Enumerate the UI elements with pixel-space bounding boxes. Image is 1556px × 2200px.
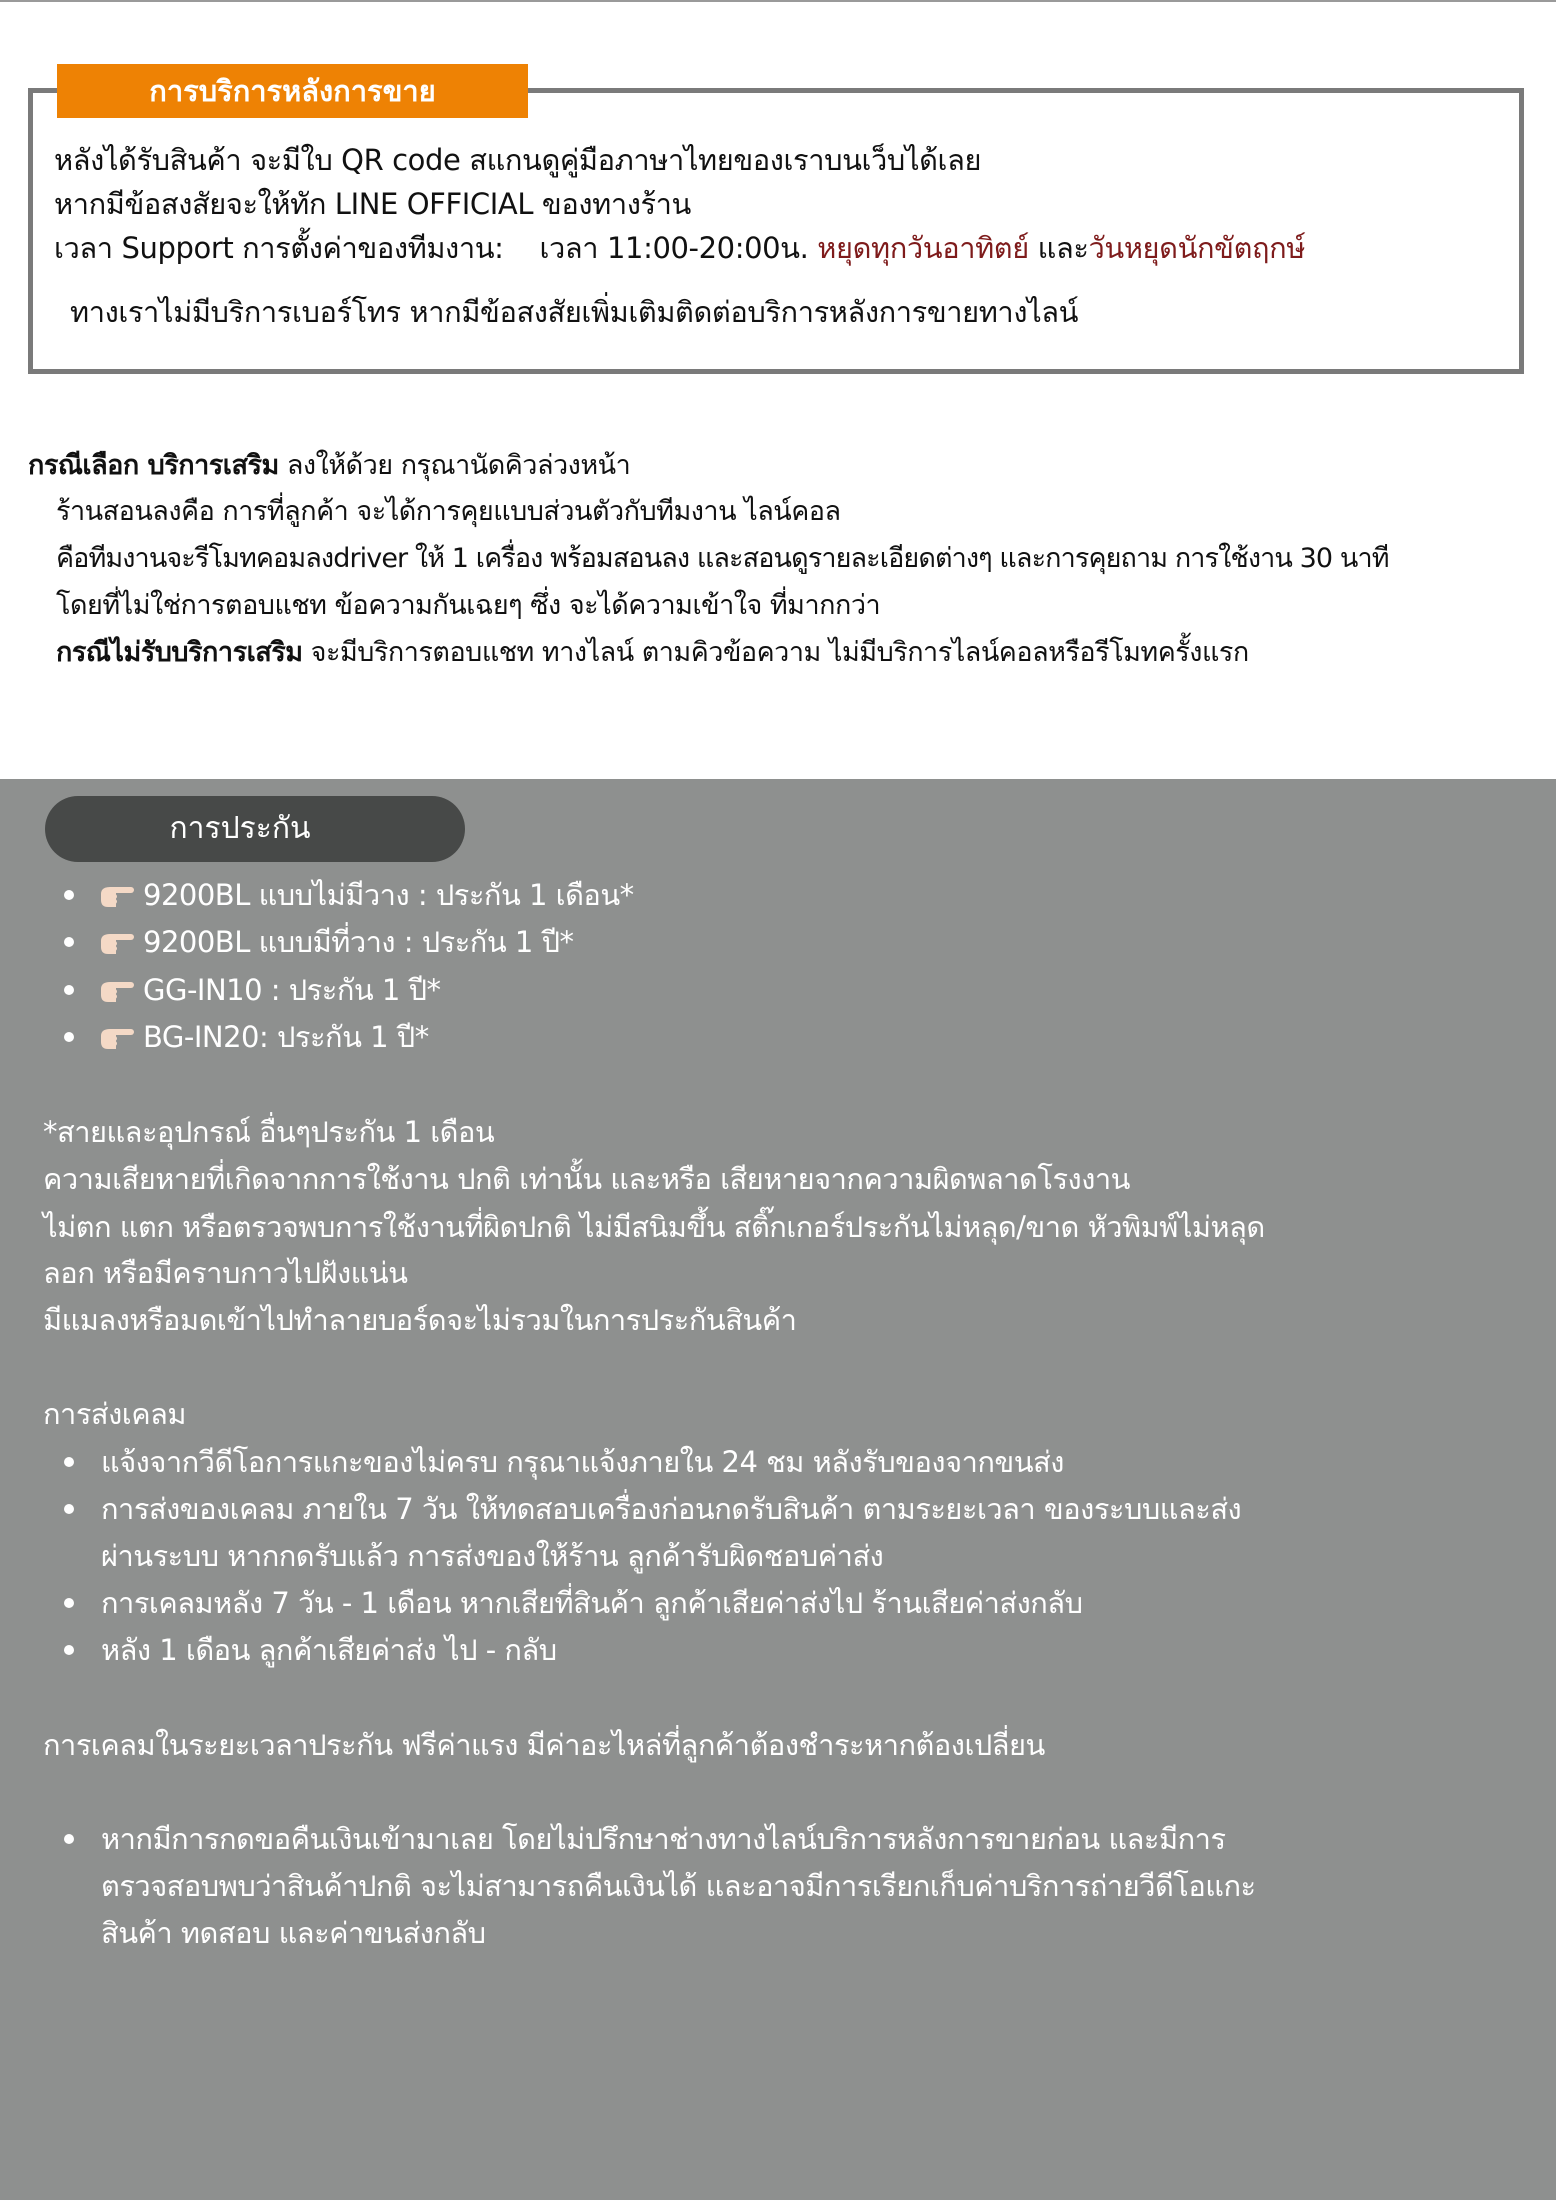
claim-item-2: การส่งของเคลม ภายใน 7 วัน ให้ทดสอบเครื่องก่อนกดรับสินค้า ตามระยะเวลา ของระบบและส่ง xyxy=(101,1492,1242,1526)
no-optional-service-text: จะมีบริการตอบแชท ทางไลน์ ตามคิวข้อความ ไม่มีบริการไลน์คอลหรือรีโมทครั้งแรก xyxy=(302,637,1249,668)
bullet xyxy=(64,1504,74,1514)
warranty-item: BG-IN20: ประกัน 1 ปี* xyxy=(143,1020,429,1054)
after-sales-line-4: ทางเราไม่มีบริการเบอร์โทร หากมีข้อสงสัยเพิ่มเติมติดต่อบริการหลังการขายทางไลน์ xyxy=(70,295,1079,329)
top-divider xyxy=(0,0,1556,2)
optional-service-line-2: ร้านสอนลงคือ การที่ลูกค้า จะได้การคุยแบบส่วนตัวกับทีมงาน ไลน์คอล xyxy=(56,496,841,527)
bullet xyxy=(64,937,74,947)
support-hours: เวลา 11:00-20:00น. xyxy=(539,231,809,265)
after-sales-line-1: หลังได้รับสินค้า จะมีใบ QR code สแกนดูคู่มือภาษาไทยของเราบนเว็บได้เลย xyxy=(54,143,982,177)
refund-line-1: หากมีการกดขอคืนเงินเข้ามาเลย โดยไม่ปรึกษาช่างทางไลน์บริการหลังการขายก่อน และมีการ xyxy=(101,1822,1226,1856)
claim-item-1: แจ้งจากวีดีโอการแกะของไม่ครบ กรุณาแจ้งภายใน 24 ชม หลังรับของจากขนส่ง xyxy=(101,1445,1064,1479)
bullet xyxy=(64,890,74,900)
claim-item-2-cont: ผ่านระบบ หากกดรับแล้ว การส่งของให้ร้าน ลูกค้ารับผิดชอบค่าส่ง xyxy=(101,1539,884,1573)
bullet xyxy=(64,1645,74,1655)
optional-service-line-1 xyxy=(28,446,630,486)
claim-item-3: การเคลมหลัง 7 วัน - 1 เดือน หากเสียที่สินค้า ลูกค้าเสียค่าส่งไป ร้านเสียค่าส่งกลับ xyxy=(101,1586,1083,1620)
warranty-item: 9200BL แบบมีที่วาง : ประกัน 1 ปี* xyxy=(143,925,574,959)
refund-line-2: ตรวจสอบพบว่าสินค้าปกติ จะไม่สามารถคืนเงินได้ และอาจมีการเรียกเก็บค่าบริการถ่ายวีดีโอแกะ xyxy=(101,1869,1256,1903)
warranty-note-3: ไม่ตก แตก หรือตรวจพบการใช้งานที่ผิดปกติ ไม่มีสนิมขึ้น สติ๊กเกอร์ประกันไม่หลุด/ขาด หัวพิมพ์ไม่หลุด xyxy=(43,1210,1265,1244)
optional-service-heading: กรณีเลือก บริการเสริม xyxy=(28,450,279,481)
claim-title: การส่งเคลม xyxy=(43,1397,186,1431)
warranty-note-5: มีแมลงหรือมดเข้าไปทำลายบอร์ดจะไม่รวมในการประกันสินค้า xyxy=(43,1303,797,1337)
warranty-note-2: ความเสียหายที่เกิดจากการใช้งาน ปกติ เท่านั้น และหรือ เสียหายจากความผิดพลาดโรงงาน xyxy=(43,1162,1130,1196)
refund-line-3: สินค้า ทดสอบ และค่าขนส่งกลับ xyxy=(101,1916,486,1950)
bullet xyxy=(64,985,74,995)
pointing-hand-icon xyxy=(98,927,136,957)
after-sales-line-3 xyxy=(54,228,1305,268)
support-hours-label: เวลา Support การตั้งค่าของทีมงาน: xyxy=(54,231,504,265)
closed-sunday: หยุดทุกวันอาทิตย์ xyxy=(817,231,1029,265)
after-sales-line-2: หากมีข้อสงสัยจะให้ทัก LINE OFFICIAL ของทางร้าน xyxy=(54,187,691,221)
after-sales-title: การบริการหลังการขาย xyxy=(57,64,528,118)
no-optional-service-heading: กรณีไม่รับบริการเสริม xyxy=(56,637,303,668)
closed-holiday: วันหยุดนักขัตฤกษ์ xyxy=(1088,231,1306,265)
in-warranty-note: การเคลมในระยะเวลาประกัน ฟรีค่าแรง มีค่าอะไหล่ที่ลูกค้าต้องชำระหากต้องเปลี่ยน xyxy=(43,1728,1045,1762)
warranty-title: การประกัน xyxy=(45,796,465,862)
optional-service-line-5 xyxy=(56,633,1249,673)
pointing-hand-icon xyxy=(98,880,136,910)
optional-service-line-4: โดยที่ไม่ใช่การตอบแชท ข้อความกันเฉยๆ ซึ่ง จะได้ความเข้าใจ ที่มากกว่า xyxy=(56,590,881,621)
pointing-hand-icon xyxy=(98,975,136,1005)
bullet xyxy=(64,1032,74,1042)
warranty-note-1: *สายและอุปกรณ์ อื่นๆประกัน 1 เดือน xyxy=(43,1115,495,1149)
warranty-item: 9200BL แบบไม่มีวาง : ประกัน 1 เดือน* xyxy=(143,878,634,912)
optional-service-text: ลงให้ด้วย กรุณานัดคิวล่วงหน้า xyxy=(278,450,631,481)
bullet xyxy=(64,1457,74,1467)
pointing-hand-icon xyxy=(98,1022,136,1052)
optional-service-line-3: คือทีมงานจะรีโมทคอมลงdriver ให้ 1 เครื่อง พร้อมสอนลง และสอนดูรายละเอียดต่างๆ และการคุยถาม การใช้งาน 30 นาที xyxy=(56,543,1389,574)
bullet xyxy=(64,1834,74,1844)
warranty-item: GG-IN10 : ประกัน 1 ปี* xyxy=(143,973,441,1007)
warranty-note-4: ลอก หรือมีคราบกาวไปฝังแน่น xyxy=(43,1256,408,1290)
and-text: และ xyxy=(1037,231,1089,265)
bullet xyxy=(64,1598,74,1608)
claim-item-4: หลัง 1 เดือน ลูกค้าเสียค่าส่ง ไป - กลับ xyxy=(101,1633,557,1667)
